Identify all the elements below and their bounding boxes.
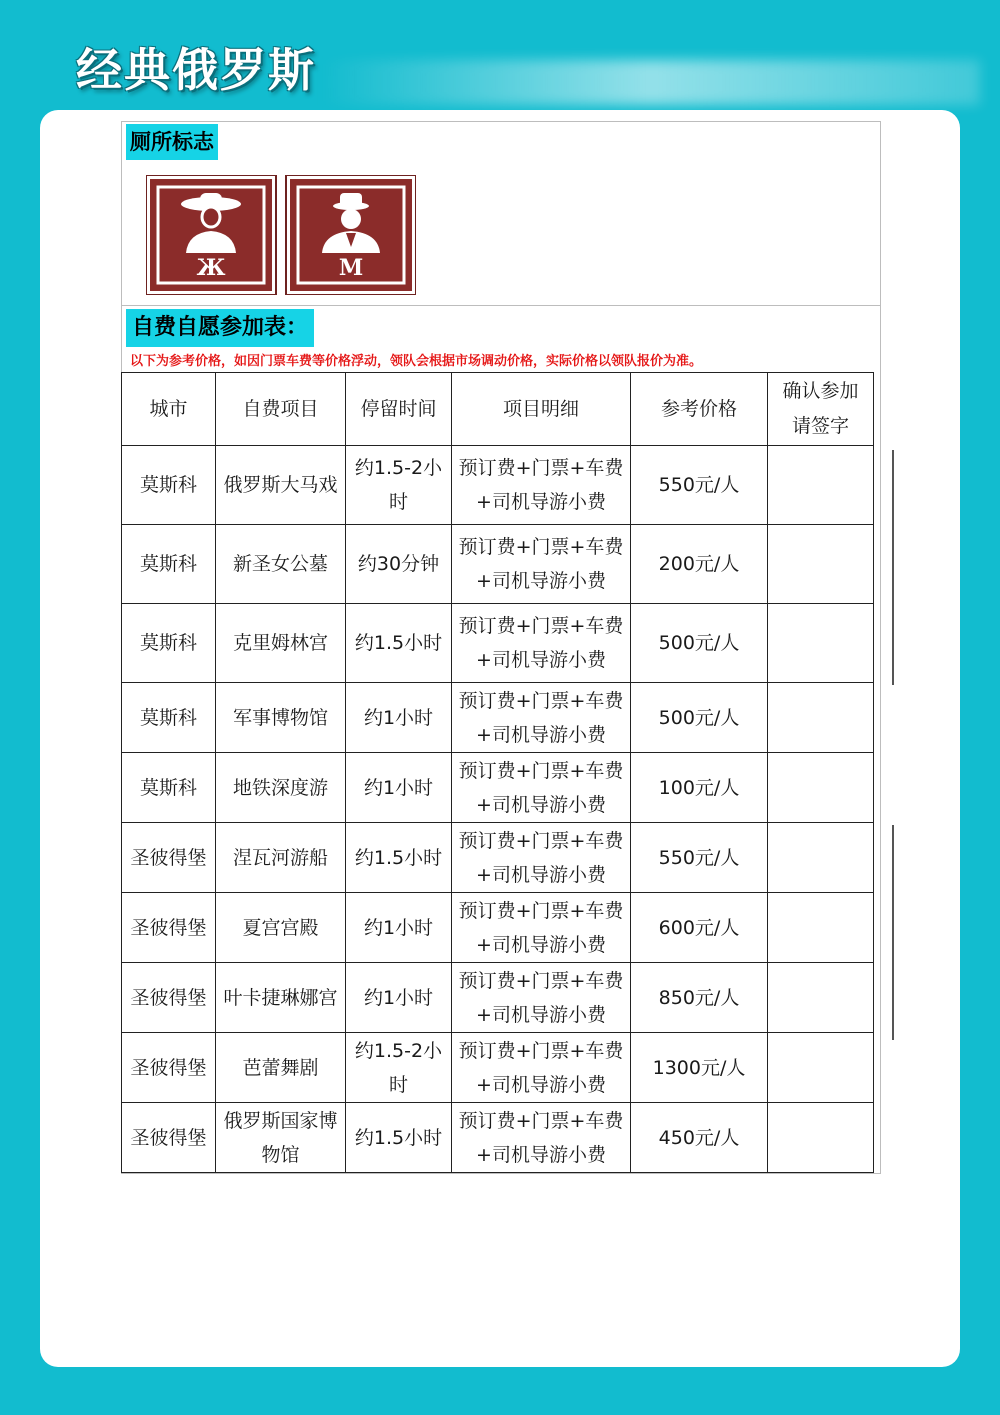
cell-city: 莫斯科 [122, 683, 216, 753]
cell-price: 600元/人 [631, 893, 768, 963]
cell-sign[interactable] [768, 893, 874, 963]
cell-duration: 约1小时 [346, 893, 452, 963]
scroll-indicator [892, 825, 894, 1040]
scroll-indicator [892, 450, 894, 685]
cell-sign[interactable] [768, 604, 874, 683]
cell-item: 新圣女公墓 [216, 525, 346, 604]
header-glow [320, 60, 980, 105]
fee-section-title: 自费自愿参加表： [126, 309, 314, 347]
cell-detail: 预订费+门票+车费+司机导游小费 [452, 446, 631, 525]
cell-price: 850元/人 [631, 963, 768, 1033]
cell-detail: 预订费+门票+车费+司机导游小费 [452, 1033, 631, 1103]
cell-item: 叶卡捷琳娜宫 [216, 963, 346, 1033]
table-row [122, 683, 874, 753]
table-row [122, 446, 874, 525]
man-sign [286, 175, 416, 295]
cell-detail: 预订费+门票+车费+司机导游小费 [452, 683, 631, 753]
cell-city: 圣彼得堡 [122, 963, 216, 1033]
toilet-signs [146, 175, 416, 295]
cell-city: 莫斯科 [122, 446, 216, 525]
cell-city: 圣彼得堡 [122, 1103, 216, 1173]
table-header-row [122, 373, 874, 446]
cell-item: 夏宫宫殿 [216, 893, 346, 963]
cell-sign[interactable] [768, 1033, 874, 1103]
woman-sign-letter: Ж [196, 255, 226, 281]
cell-duration: 约1.5小时 [346, 823, 452, 893]
cell-item: 芭蕾舞剧 [216, 1033, 346, 1103]
section-divider [121, 305, 881, 306]
cell-city: 莫斯科 [122, 604, 216, 683]
cell-duration: 约1.5小时 [346, 604, 452, 683]
cell-detail: 预订费+门票+车费+司机导游小费 [452, 604, 631, 683]
cell-price: 500元/人 [631, 604, 768, 683]
toilet-section-title: 厕所标志 [126, 124, 218, 160]
cell-sign[interactable] [768, 446, 874, 525]
cell-city: 圣彼得堡 [122, 823, 216, 893]
cell-detail: 预订费+门票+车费+司机导游小费 [452, 823, 631, 893]
column-header: 项目明细 [452, 373, 631, 446]
column-header: 停留时间 [346, 373, 452, 446]
cell-duration: 约1.5-2小时 [346, 1033, 452, 1103]
column-header: 自费项目 [216, 373, 346, 446]
cell-duration: 约1小时 [346, 753, 452, 823]
cell-sign[interactable] [768, 1103, 874, 1173]
table-row [122, 525, 874, 604]
price-note: 以下为参考价格，如因门票车费等价格浮动，领队会根据市场调动价格，实际价格以领队报价为准。 [130, 354, 703, 369]
cell-price: 550元/人 [631, 823, 768, 893]
column-header: 城市 [122, 373, 216, 446]
cell-price: 100元/人 [631, 753, 768, 823]
table-row [122, 604, 874, 683]
cell-detail: 预订费+门票+车费+司机导游小费 [452, 893, 631, 963]
cell-detail: 预订费+门票+车费+司机导游小费 [452, 753, 631, 823]
cell-city: 莫斯科 [122, 525, 216, 604]
cell-sign[interactable] [768, 753, 874, 823]
cell-duration: 约1小时 [346, 683, 452, 753]
cell-price: 550元/人 [631, 446, 768, 525]
cell-item: 俄罗斯大马戏 [216, 446, 346, 525]
column-header: 参考价格 [631, 373, 768, 446]
cell-detail: 预订费+门票+车费+司机导游小费 [452, 963, 631, 1033]
table-row [122, 1033, 874, 1103]
fee-table [121, 372, 874, 1173]
cell-duration: 约1.5小时 [346, 1103, 452, 1173]
cell-item: 涅瓦河游船 [216, 823, 346, 893]
cell-sign[interactable] [768, 963, 874, 1033]
cell-city: 莫斯科 [122, 753, 216, 823]
man-sign-letter: М [338, 255, 364, 281]
table-row [122, 893, 874, 963]
cell-detail: 预订费+门票+车费+司机导游小费 [452, 525, 631, 604]
table-row [122, 963, 874, 1033]
cell-price: 200元/人 [631, 525, 768, 604]
page-title: 经典俄罗斯 [76, 43, 316, 97]
cell-item: 克里姆林宫 [216, 604, 346, 683]
cell-item: 俄罗斯国家博物馆 [216, 1103, 346, 1173]
cell-duration: 约1.5-2小时 [346, 446, 452, 525]
table-row [122, 753, 874, 823]
table-row [122, 1103, 874, 1173]
woman-sign [146, 175, 276, 295]
cell-sign[interactable] [768, 683, 874, 753]
cell-price: 1300元/人 [631, 1033, 768, 1103]
table-row [122, 823, 874, 893]
cell-city: 圣彼得堡 [122, 1033, 216, 1103]
cell-city: 圣彼得堡 [122, 893, 216, 963]
cell-sign[interactable] [768, 525, 874, 604]
cell-item: 军事博物馆 [216, 683, 346, 753]
cell-duration: 约1小时 [346, 963, 452, 1033]
cell-detail: 预订费+门票+车费+司机导游小费 [452, 1103, 631, 1173]
cell-price: 500元/人 [631, 683, 768, 753]
cell-sign[interactable] [768, 823, 874, 893]
cell-price: 450元/人 [631, 1103, 768, 1173]
cell-duration: 约30分钟 [346, 525, 452, 604]
column-header: 确认参加请签字 [768, 373, 874, 446]
cell-item: 地铁深度游 [216, 753, 346, 823]
